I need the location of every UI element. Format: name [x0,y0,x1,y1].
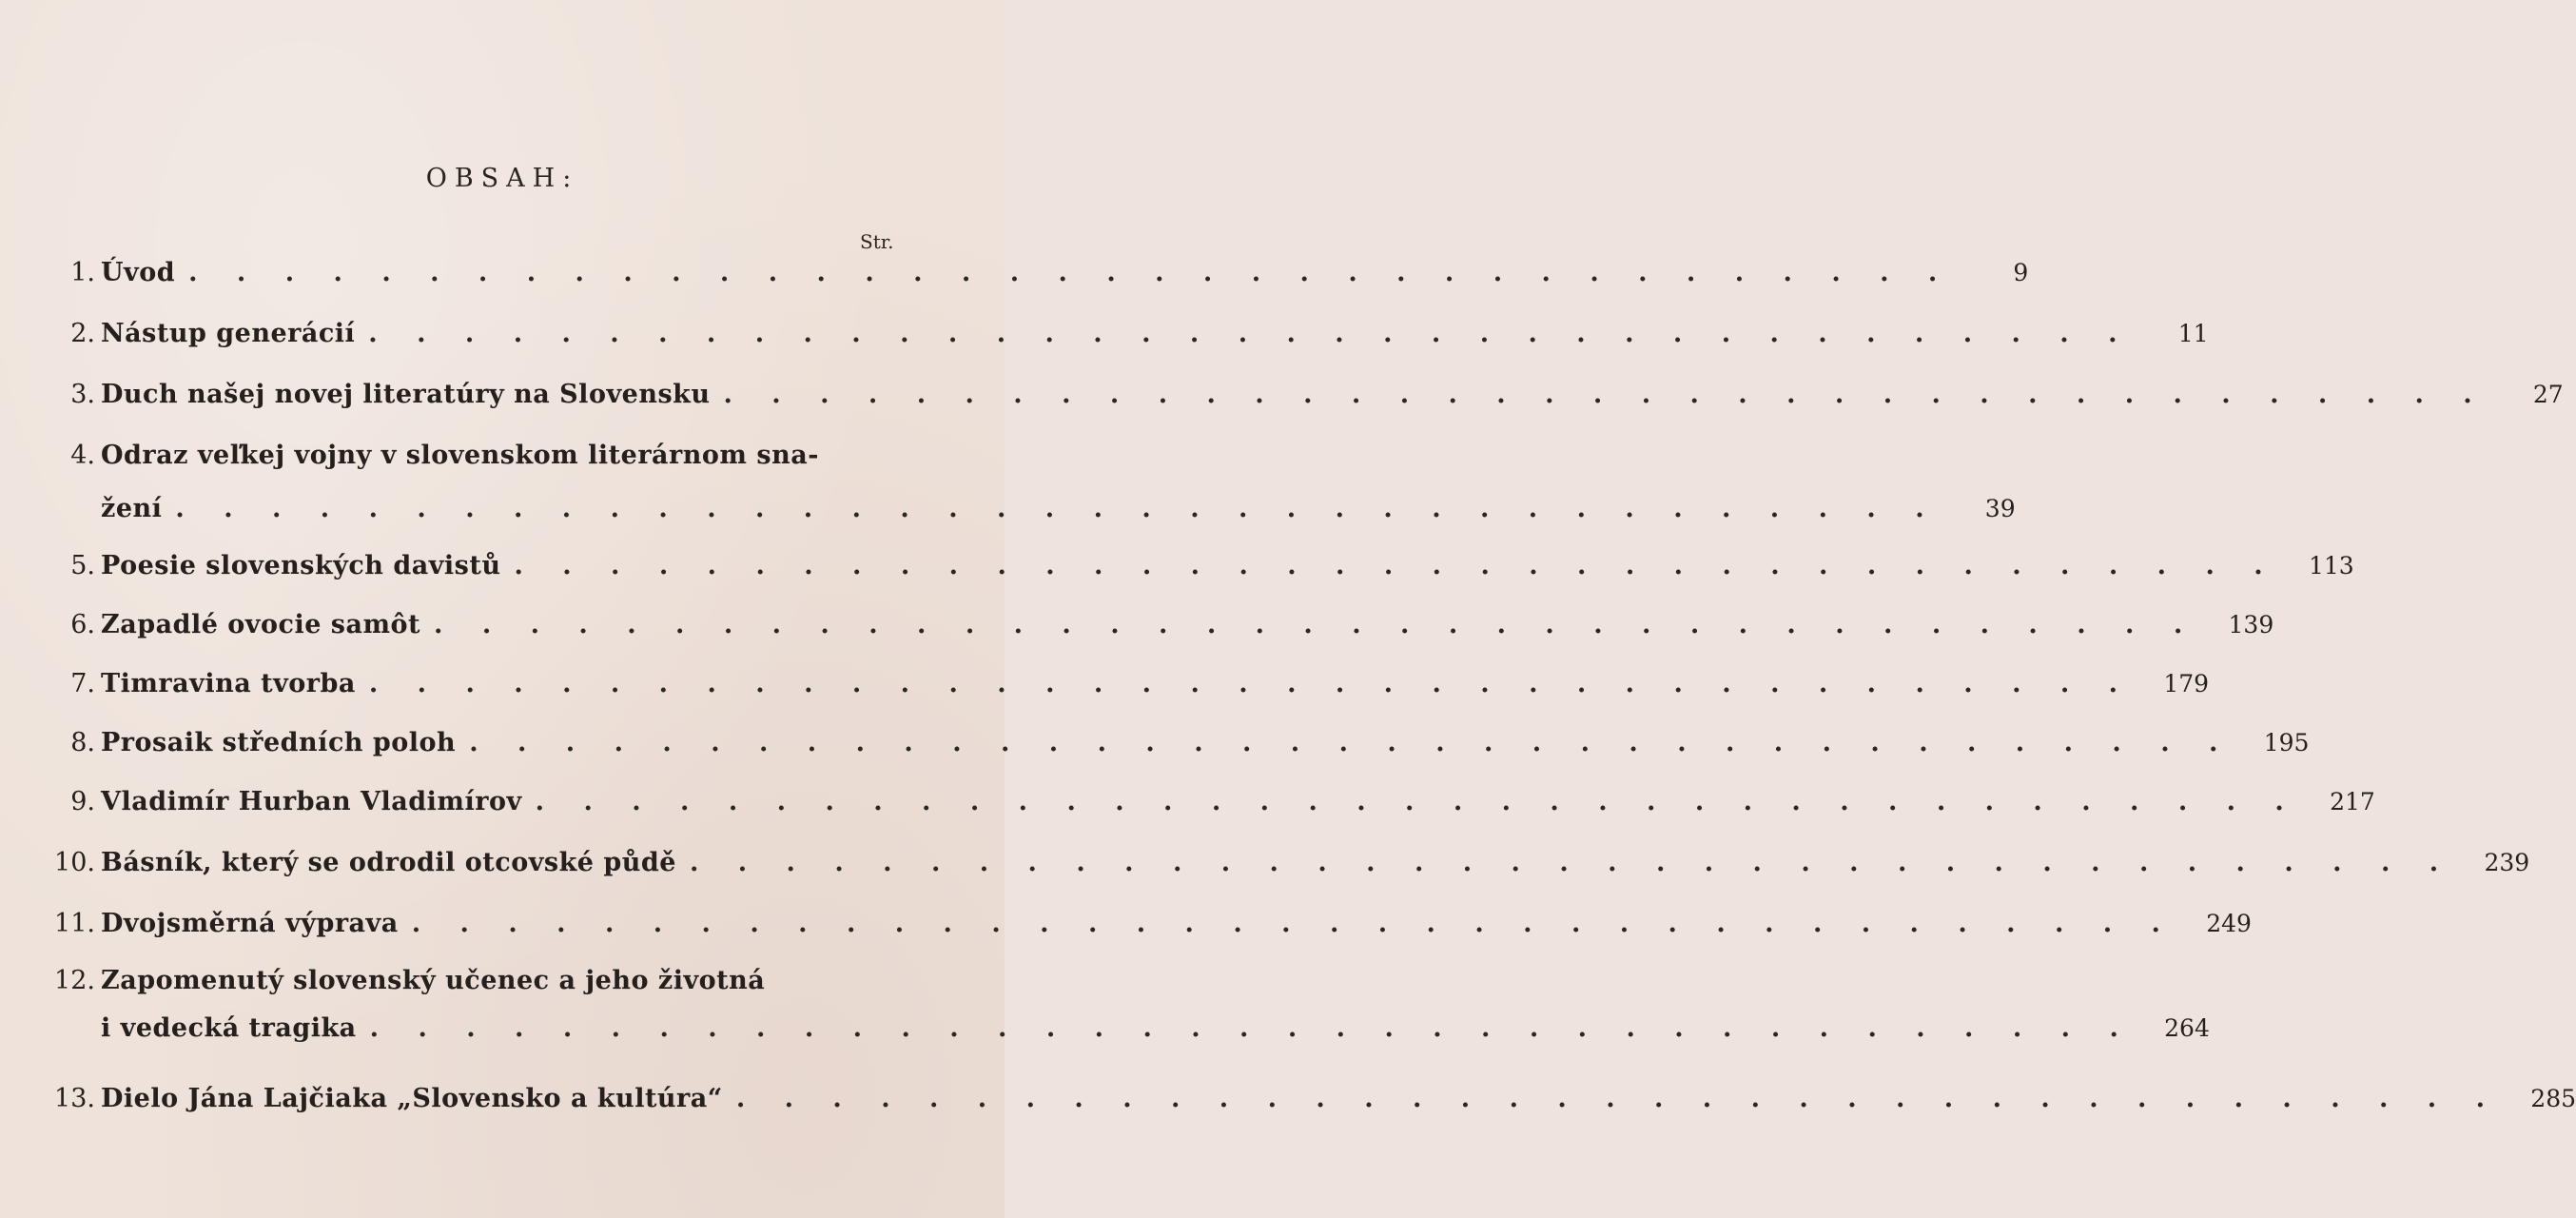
entry-number: 10. [54,848,95,877]
entry-title: Básník, který se odrodil otcovské půdě [101,848,676,877]
entry-title: Poesie slovenských davistů [101,551,501,580]
leader-dots: . . . . . . . . . . . . . . . . . . . . . . . . . . . . . . . . . . . . . [535,787,2299,816]
entry-title: Duch našej novej literatúry na Slovensku [101,380,711,409]
entry-title-continuation: i vedecká tragika [101,1013,357,1043]
toc-entry [53,847,2530,879]
entry-page: 179 [2163,670,2210,697]
entry-title: Zapadlé ovocie samôt [101,610,421,639]
entry-title: Timravina tvorba [101,669,356,698]
toc-entry [53,440,2016,525]
leader-dots: . . . . . . . . . . . . . . . . . . . . . . . . . . . . . . . . . . . . . [434,610,2198,639]
entry-page: 113 [2308,552,2354,580]
entry-title: Zapomenutý slovenský učenec a jeho životná [101,966,766,995]
entry-title: Úvod [101,258,176,287]
entry-title: Odraz veľkej vojny v slovenskom literárnom sna- [101,441,819,470]
entry-page: 249 [2206,910,2252,937]
entry-title-continuation: žení [101,494,163,523]
entry-number: 12. [54,966,95,995]
toc-entry [53,668,2210,700]
entry-page: 264 [2164,1014,2210,1042]
entry-title: Prosaik středních poloh [101,728,457,757]
leader-dots: . . . . . . . . . . . . . . . . . . . . . . . . . . . . . . . . . . . . . [175,494,1940,523]
toc-entry [53,965,2210,1045]
leader-dots: . . . . . . . . . . . . . . . . . . . . . . . . . . . . . . . . . . . . . [723,380,2488,409]
leader-dots: . . . . . . . . . . . . . . . . . . . . . . . . . . . . . . . . . . . . . [188,258,1953,287]
entry-page: 27 [2532,381,2564,408]
entry-number: 8. [70,728,95,757]
entry-page: 139 [2228,611,2274,638]
toc-entry [53,908,2252,940]
entry-title: Dvojsměrná výprava [101,909,399,938]
entry-page: 9 [2013,259,2029,286]
toc-entry [53,727,2310,759]
entry-title: Dielo Jána Lajčiaka „Slovensko a kultúra“ [101,1084,723,1113]
leader-dots: . . . . . . . . . . . . . . . . . . . . . . . . . . . . . . . . . . . . . [514,551,2278,580]
entry-page: 11 [2177,320,2209,347]
entry-title: Nástup generácií [101,319,356,348]
toc-entry [53,550,2354,582]
entry-number: 5. [70,551,95,580]
entry-number: 4. [70,441,95,470]
entry-page: 239 [2484,849,2530,876]
toc-entry [53,318,2209,350]
entry-number: 2. [70,319,95,348]
entry-page: 195 [2263,729,2310,756]
page-column-label: Str. [860,230,894,253]
entry-number: 13. [54,1084,95,1113]
entry-page: 39 [1984,495,2016,522]
leader-dots: . . . . . . . . . . . . . . . . . . . . . . . . . . . . . . . . . . . . . [411,909,2176,938]
leader-dots: . . . . . . . . . . . . . . . . . . . . . . . . . . . . . . . . . . . . . [689,848,2454,877]
toc-entry [53,609,2274,641]
leader-dots: . . . . . . . . . . . . . . . . . . . . . . . . . . . . . . . . . . . . . [368,669,2134,698]
entry-number: 9. [70,787,95,816]
leader-dots: . . . . . . . . . . . . . . . . . . . . . . . . . . . . . . . . . . . . . [469,728,2234,757]
toc-entry [53,1083,2576,1115]
toc-entry [53,786,2375,818]
page-title: OBSAH: [425,164,579,193]
entry-number: 3. [70,380,95,409]
entry-number: 7. [70,669,95,698]
entry-title: Vladimír Hurban Vladimírov [101,787,522,816]
leader-dots: . . . . . . . . . . . . . . . . . . . . . . . . . . . . . . . . . . . . . [368,319,2133,348]
leader-dots: . . . . . . . . . . . . . . . . . . . . . . . . . . . . . . . . . . . . . [735,1084,2501,1113]
entry-number: 1. [70,258,95,287]
entry-page: 217 [2330,788,2375,815]
toc-entry [53,379,2564,411]
toc-entry [53,257,2029,289]
leader-dots: . . . . . . . . . . . . . . . . . . . . . . . . . . . . . . . . . . . . . [369,1013,2134,1043]
entry-number: 6. [70,610,95,639]
entry-number: 11. [54,909,95,938]
entry-page: 285 [2530,1085,2576,1112]
